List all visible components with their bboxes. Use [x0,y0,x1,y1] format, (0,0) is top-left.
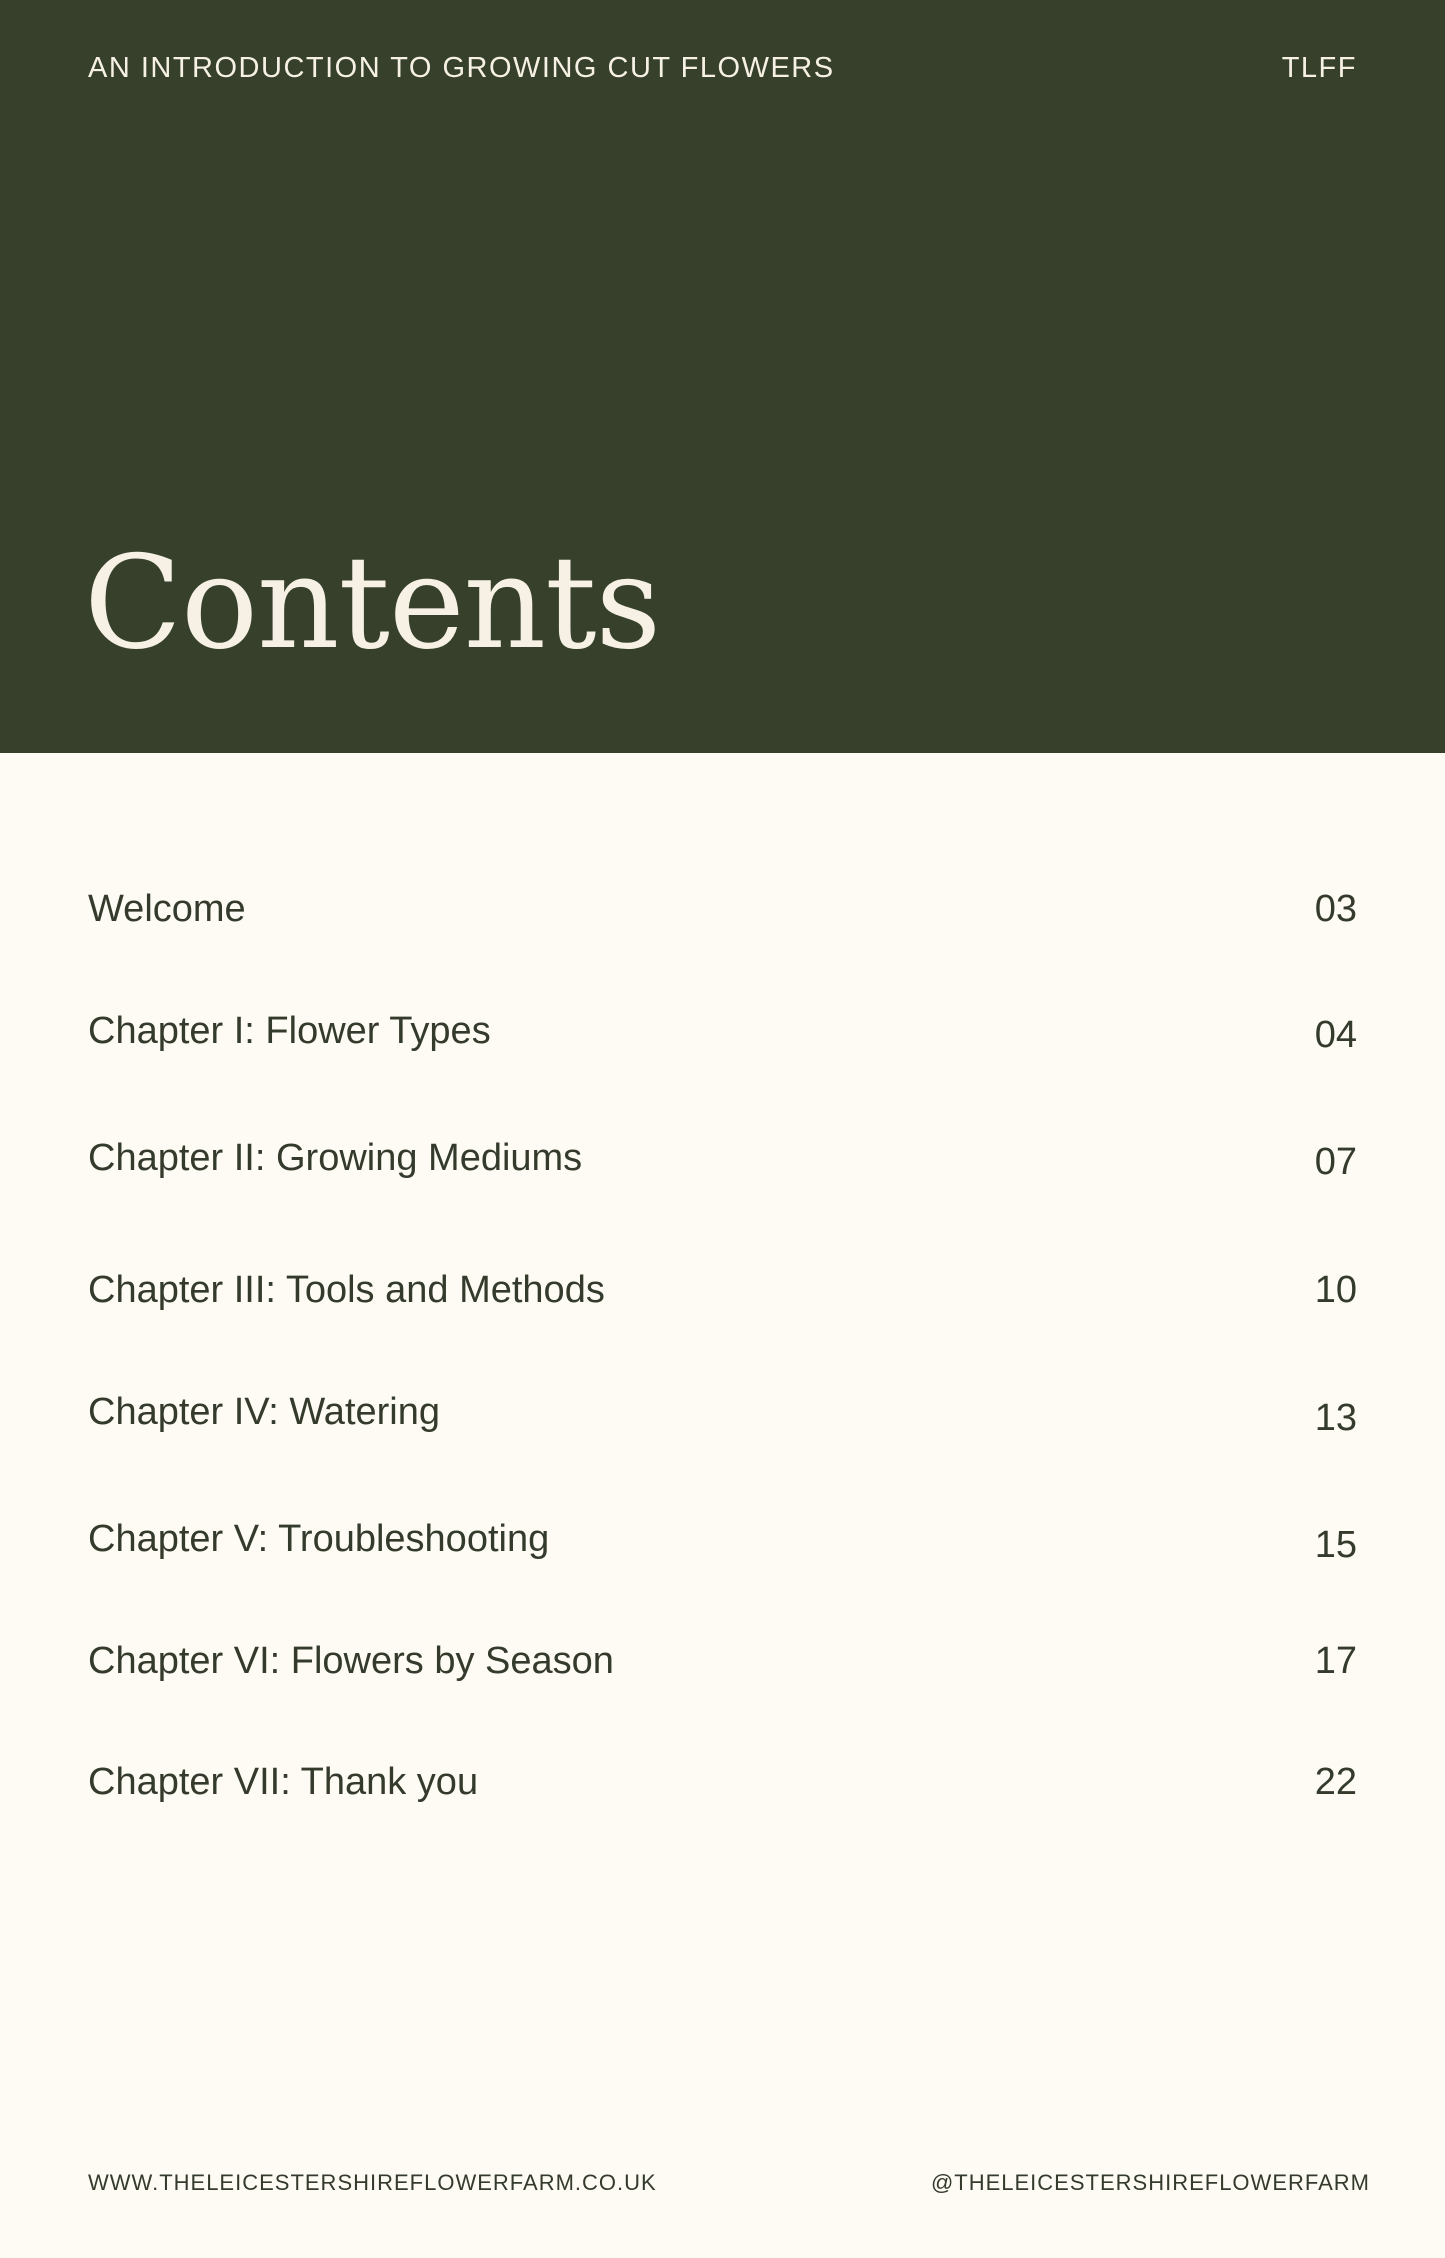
toc-item-page: 07 [1314,1141,1357,1183]
toc-item-page: 03 [1314,888,1357,930]
toc-item-chapter-4[interactable] [88,1391,1357,1451]
toc-item-chapter-5[interactable] [88,1518,1357,1578]
toc-item-label: Chapter VI: Flowers by Season [88,1640,614,1682]
toc-item-page: 04 [1314,1014,1357,1056]
toc-item-label: Chapter I: Flower Types [88,1010,491,1052]
toc-item-chapter-2[interactable] [88,1137,1357,1197]
toc-item-page: 15 [1314,1524,1357,1566]
website-link[interactable]: WWW.THELEICESTERSHIREFLOWERFARM.CO.UK [88,2170,657,2195]
brand-mark: TLFF [1281,52,1357,84]
document-title: AN INTRODUCTION TO GROWING CUT FLOWERS [88,52,835,84]
social-handle[interactable]: @THELEICESTERSHIREFLOWERFARM [930,2170,1370,2195]
toc-item-page: 17 [1314,1640,1357,1682]
toc-item-label: Chapter III: Tools and Methods [88,1269,605,1311]
toc-item-page: 22 [1314,1761,1357,1803]
toc-item-label: Welcome [88,888,246,930]
toc-item-label: Chapter VII: Thank you [88,1761,479,1803]
toc-item-chapter-1[interactable] [88,1010,1357,1070]
toc-item-page: 10 [1314,1269,1357,1311]
toc-item-label: Chapter V: Troubleshooting [88,1518,550,1560]
toc-item-chapter-3[interactable] [88,1269,1357,1329]
toc-item-chapter-6[interactable] [88,1640,1357,1700]
toc-item-label: Chapter IV: Watering [88,1391,441,1433]
toc-item-page: 13 [1314,1397,1357,1439]
toc-item-welcome[interactable] [88,888,1357,948]
toc-item-label: Chapter II: Growing Mediums [88,1137,583,1179]
header-band [0,0,1445,753]
toc-item-chapter-7[interactable] [88,1761,1357,1821]
page-title: Contents [84,529,661,678]
